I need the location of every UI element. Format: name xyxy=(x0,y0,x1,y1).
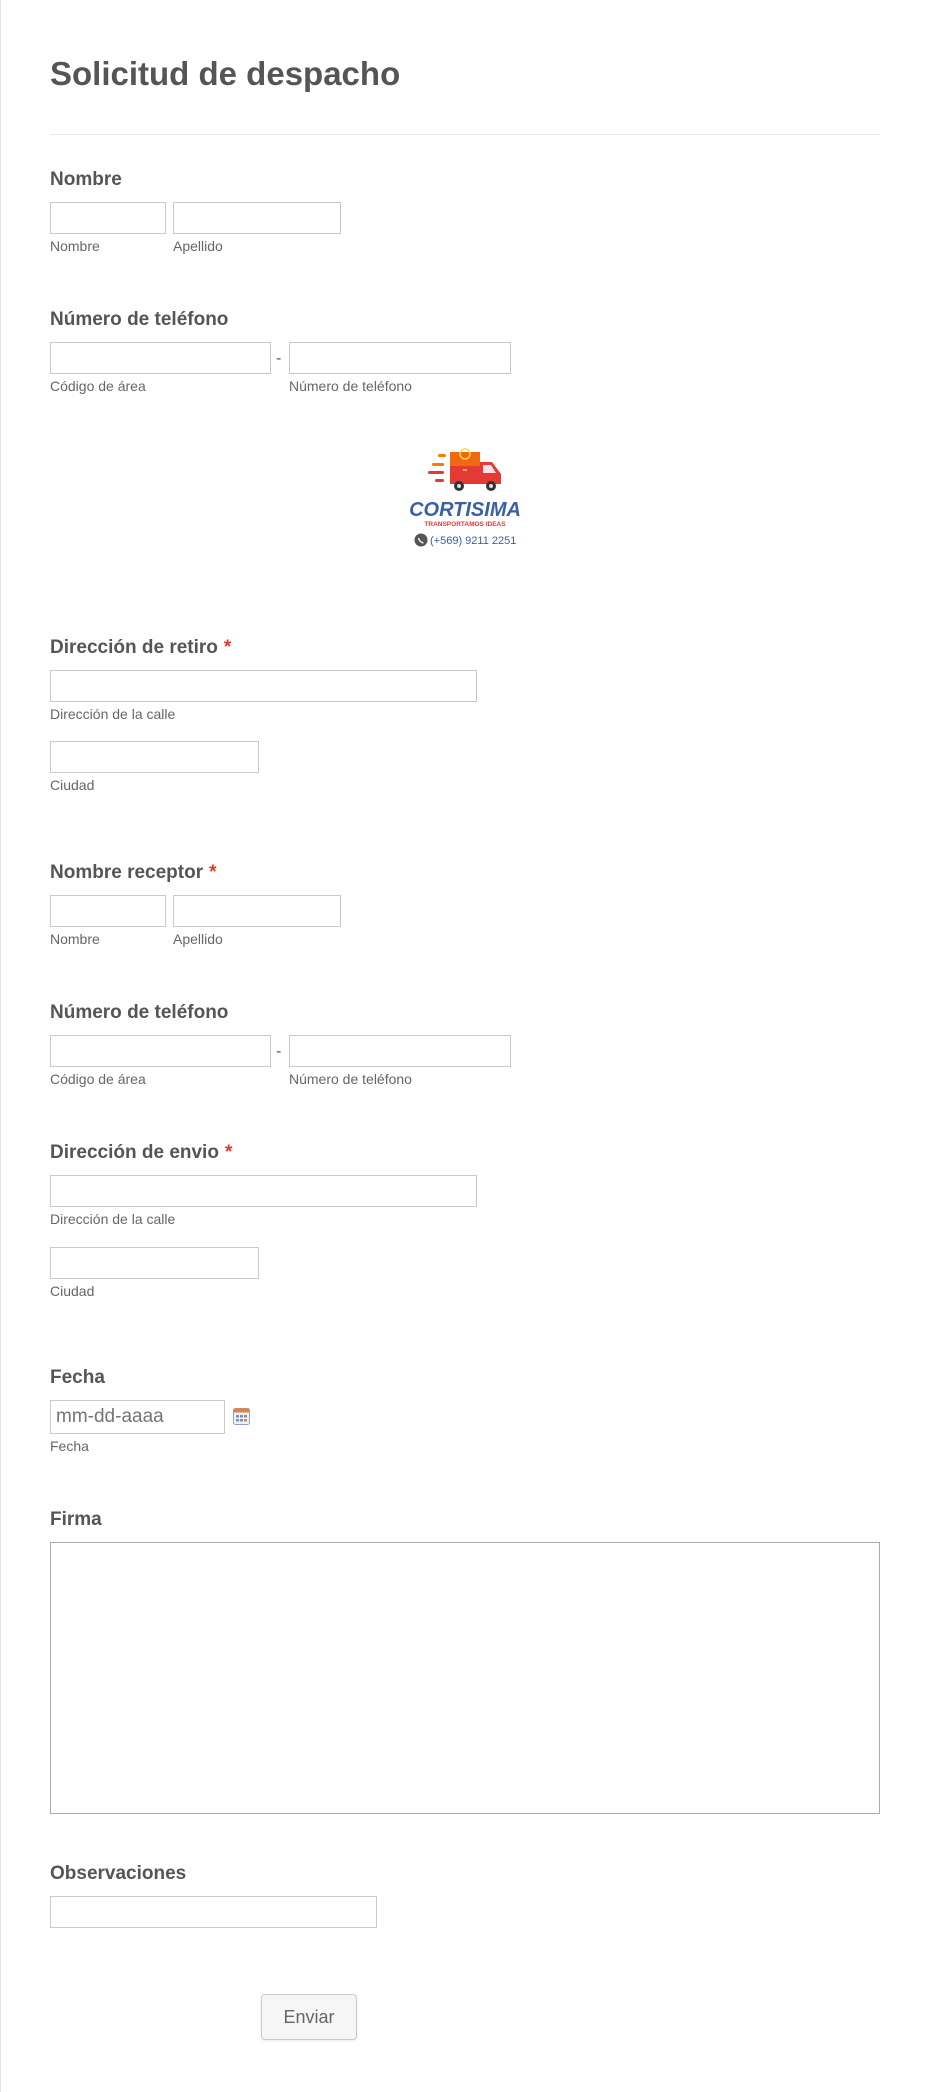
telefono1-number-input[interactable] xyxy=(289,342,511,374)
title-divider xyxy=(50,134,880,135)
nombre-label: Nombre xyxy=(50,169,122,190)
nombre-first-input[interactable] xyxy=(50,202,166,234)
direccion-retiro-label xyxy=(50,637,231,659)
nombre-receptor-first-sublabel: Nombre xyxy=(50,931,100,947)
company-logo xyxy=(395,448,535,588)
signature-pad[interactable] xyxy=(50,1542,880,1814)
telefono1-number-sublabel: Número de teléfono xyxy=(289,378,412,394)
telefono1-area-sublabel: Código de área xyxy=(50,378,146,394)
direccion-envio-city-sublabel: Ciudad xyxy=(50,1283,95,1299)
observaciones-label: Observaciones xyxy=(50,1863,187,1884)
whatsapp-icon xyxy=(415,534,428,547)
fecha-sublabel: Fecha xyxy=(50,1438,89,1454)
telefono1-separator: - xyxy=(276,350,282,367)
submit-button[interactable]: Enviar xyxy=(261,1994,357,2040)
telefono2-number-input[interactable] xyxy=(289,1035,511,1067)
nombre-last-sublabel: Apellido xyxy=(173,238,223,254)
calendar-icon[interactable] xyxy=(233,1408,250,1425)
direccion-envio-street-input[interactable] xyxy=(50,1175,477,1207)
direccion-envio-city-input[interactable] xyxy=(50,1247,259,1279)
direccion-retiro-label-text: Dirección de retiro xyxy=(50,637,218,658)
logo-phone-text: (+569) 9211 2251 xyxy=(430,535,517,547)
telefono1-area-input[interactable] xyxy=(50,342,271,374)
telefono2-area-sublabel: Código de área xyxy=(50,1071,146,1087)
nombre-receptor-last-sublabel: Apellido xyxy=(173,931,223,947)
logo-brand-text: CORTISIMA xyxy=(409,499,521,521)
nombre-first-sublabel: Nombre xyxy=(50,238,100,254)
direccion-envio-street-sublabel: Dirección de la calle xyxy=(50,1211,176,1227)
telefono1-label: Número de teléfono xyxy=(50,309,229,330)
nombre-receptor-label xyxy=(50,862,217,884)
direccion-retiro-city-input[interactable] xyxy=(50,741,259,773)
nombre-receptor-first-input[interactable] xyxy=(50,895,166,927)
direccion-retiro-street-input[interactable] xyxy=(50,670,477,702)
nombre-receptor-last-input[interactable] xyxy=(173,895,341,927)
telefono2-area-input[interactable] xyxy=(50,1035,271,1067)
direccion-envio-label-text: Dirección de envio xyxy=(50,1142,219,1163)
required-asterisk: * xyxy=(224,1142,233,1163)
direccion-retiro-city-sublabel: Ciudad xyxy=(50,777,95,793)
nombre-receptor-label-text: Nombre receptor xyxy=(50,862,204,883)
page-edge xyxy=(0,0,1,2092)
required-asterisk: * xyxy=(223,637,232,658)
telefono2-separator: - xyxy=(276,1043,282,1060)
logo-tagline-text: TRANSPORTAMOS IDEAS xyxy=(424,521,506,528)
direccion-envio-label xyxy=(50,1142,232,1164)
fecha-input[interactable] xyxy=(50,1400,225,1434)
firma-label: Firma xyxy=(50,1509,102,1530)
telefono2-number-sublabel: Número de teléfono xyxy=(289,1071,412,1087)
form-title: Solicitud de despacho xyxy=(50,55,401,92)
required-asterisk: * xyxy=(209,862,217,883)
telefono2-label: Número de teléfono xyxy=(50,1002,229,1023)
truck-icon xyxy=(428,449,501,491)
observaciones-input[interactable] xyxy=(50,1896,377,1928)
nombre-last-input[interactable] xyxy=(173,202,341,234)
direccion-retiro-street-sublabel: Dirección de la calle xyxy=(50,706,176,722)
fecha-label: Fecha xyxy=(50,1367,105,1388)
